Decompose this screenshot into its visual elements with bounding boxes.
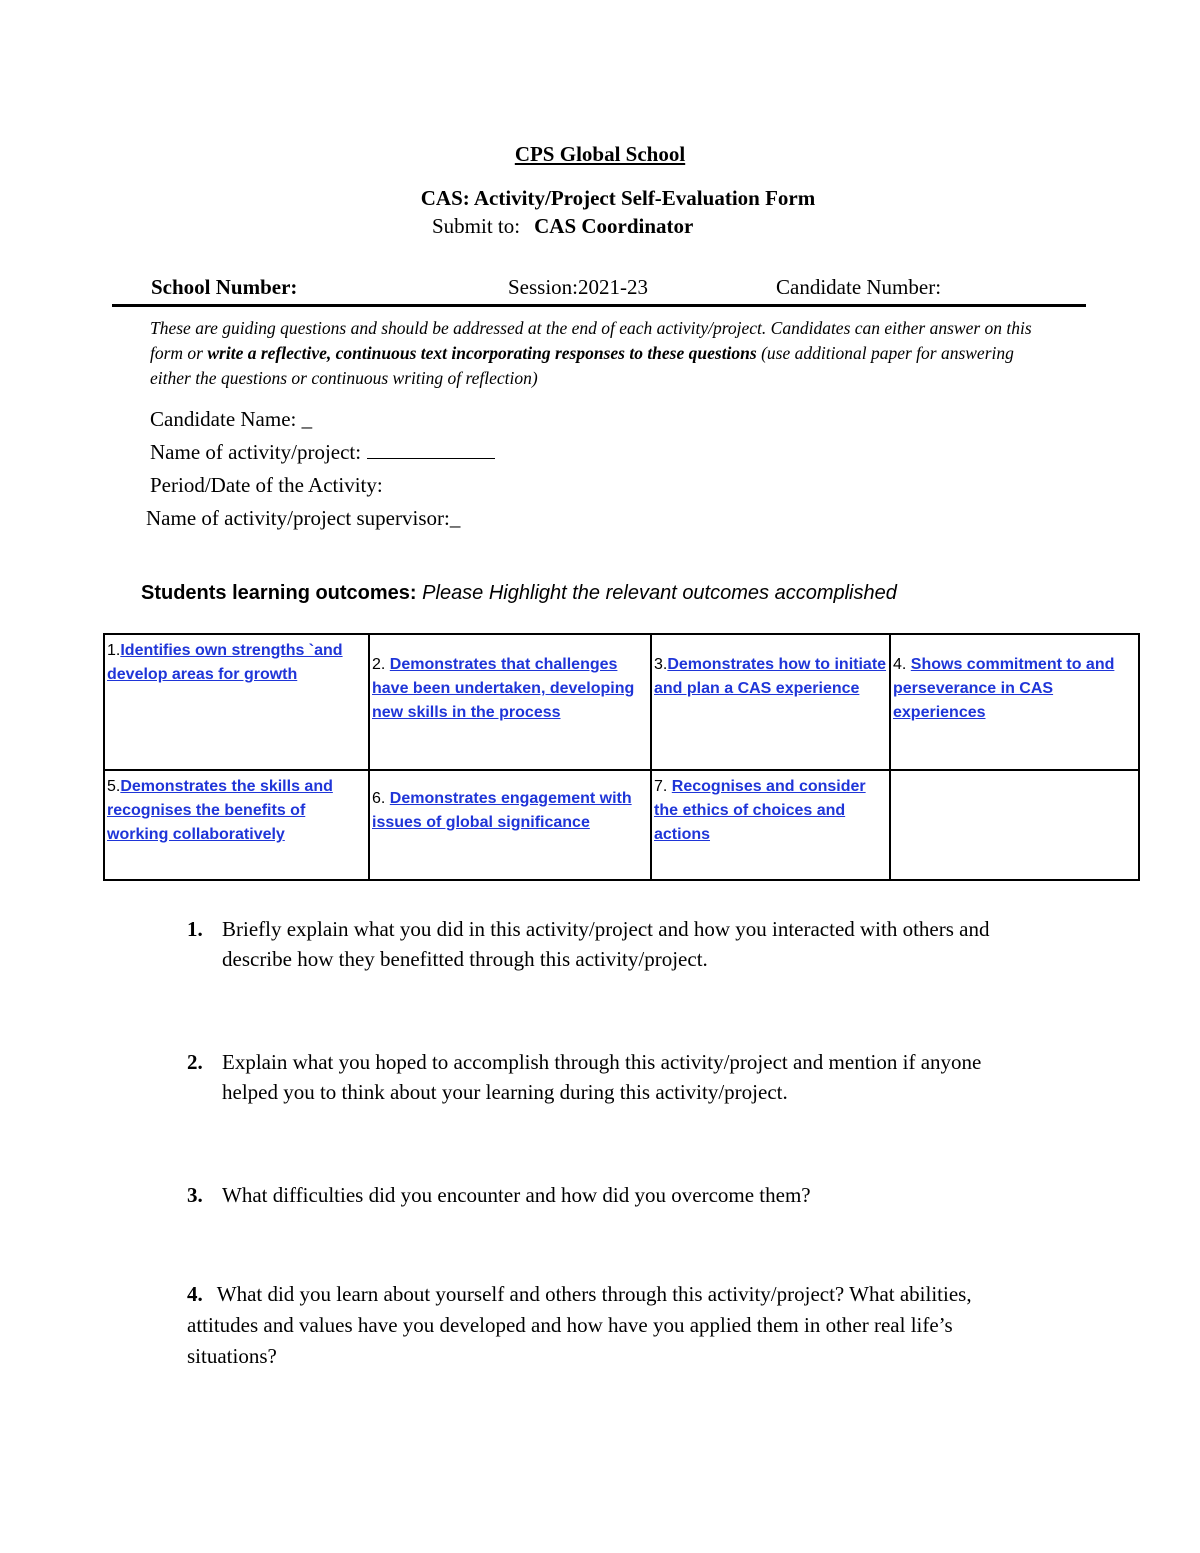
outcome-link-5[interactable]: Demonstrates the skills and recognises the benefits of working collaboratively (107, 778, 333, 843)
supervisor-field[interactable]: Name of activity/project supervisor:_ (146, 506, 461, 530)
school-name: CPS Global School (514, 142, 686, 166)
question-text: Briefly explain what you did in this activity/project and how you interacted with others and describe how they benefitted through this activity/project. (222, 917, 990, 971)
guide-text-2: (use additional paper for answering either the questions or continuous writing of reflection) (150, 343, 1014, 388)
guiding-instructions (150, 316, 1040, 391)
question-text: What did you learn about yourself and others through this activity/project? What abilities, attitudes and values have you developed and how have you applied them in other real life’s situations? (187, 1282, 972, 1368)
outcome-cell-2[interactable] (369, 634, 651, 770)
outcome-number: 6. (372, 790, 390, 807)
outcome-cell-7[interactable] (651, 770, 890, 880)
outcome-number: 1. (107, 642, 121, 659)
question-number: 1. (187, 917, 203, 941)
submit-to-value: CAS Coordinator (534, 214, 694, 238)
outcomes-heading (141, 582, 897, 605)
period-date-field[interactable]: Period/Date of the Activity: (150, 473, 383, 497)
outcome-cell-6[interactable] (369, 770, 651, 880)
guide-text-bold: write a reflective, continuous text incorporating responses to these questions (207, 343, 757, 363)
outcome-cell-1[interactable] (104, 634, 369, 770)
outcomes-heading-bold: Students learning outcomes: (141, 582, 417, 604)
submit-to-label: Submit to: (432, 214, 521, 238)
table-row (104, 770, 1139, 880)
outcome-link-6[interactable]: Demonstrates engagement with issues of global significance (372, 790, 632, 831)
question-number: 4. (187, 1282, 203, 1306)
outcome-cell-4[interactable] (890, 634, 1139, 770)
outcome-link-2[interactable]: Demonstrates that challenges have been undertaken, developing new skills in the process (372, 656, 635, 721)
question-number: 3. (187, 1183, 203, 1207)
outcome-cell-3[interactable] (651, 634, 890, 770)
outcome-cell-empty (890, 770, 1139, 880)
question-text: What difficulties did you encounter and how did you overcome them? (222, 1183, 811, 1207)
question-2 (187, 1047, 1017, 1107)
outcome-number: 7. (654, 778, 672, 795)
outcome-number: 5. (107, 778, 121, 795)
question-number: 2. (187, 1050, 203, 1074)
candidate-name-field[interactable]: Candidate Name: _ (150, 407, 313, 431)
outcome-link-7[interactable]: Recognises and consider the ethics of choices and actions (654, 778, 866, 843)
submit-to-line (432, 214, 693, 239)
outcome-link-1[interactable]: Identifies own strengths `and develop areas for growth (107, 642, 343, 683)
outcomes-heading-italic: Please Highlight the relevant outcomes accomplished (422, 582, 897, 604)
header-divider (112, 304, 1086, 307)
outcome-number: 4. (893, 656, 911, 673)
question-1 (187, 914, 1017, 974)
candidate-number-label: Candidate Number: (776, 275, 942, 299)
school-number-label: School Number: (151, 275, 298, 299)
guide-text-1: These are guiding questions and should be addressed at the end of each activity/project. Candidates can either answer on this form or (150, 318, 1032, 363)
question-4 (187, 1279, 1017, 1372)
outcome-number: 3. (654, 656, 668, 673)
question-3 (187, 1180, 1017, 1210)
activity-name-blank[interactable] (367, 440, 495, 459)
outcome-number: 2. (372, 656, 390, 673)
outcome-link-3[interactable]: Demonstrates how to initiate and plan a CAS experience (654, 656, 887, 697)
table-row (104, 634, 1139, 770)
form-title: CAS: Activity/Project Self-Evaluation Form (420, 186, 816, 210)
outcome-cell-5[interactable] (104, 770, 369, 880)
learning-outcomes-table (103, 633, 1140, 881)
session-label: Session:2021-23 (508, 275, 649, 299)
activity-name-field[interactable] (150, 440, 495, 465)
activity-name-label: Name of activity/project: (150, 440, 362, 464)
question-text: Explain what you hoped to accomplish through this activity/project and mention if anyone helped you to think about your learning during this activity/project. (222, 1050, 982, 1104)
outcome-link-4[interactable]: Shows commitment to and perseverance in CAS experiences (893, 656, 1115, 721)
